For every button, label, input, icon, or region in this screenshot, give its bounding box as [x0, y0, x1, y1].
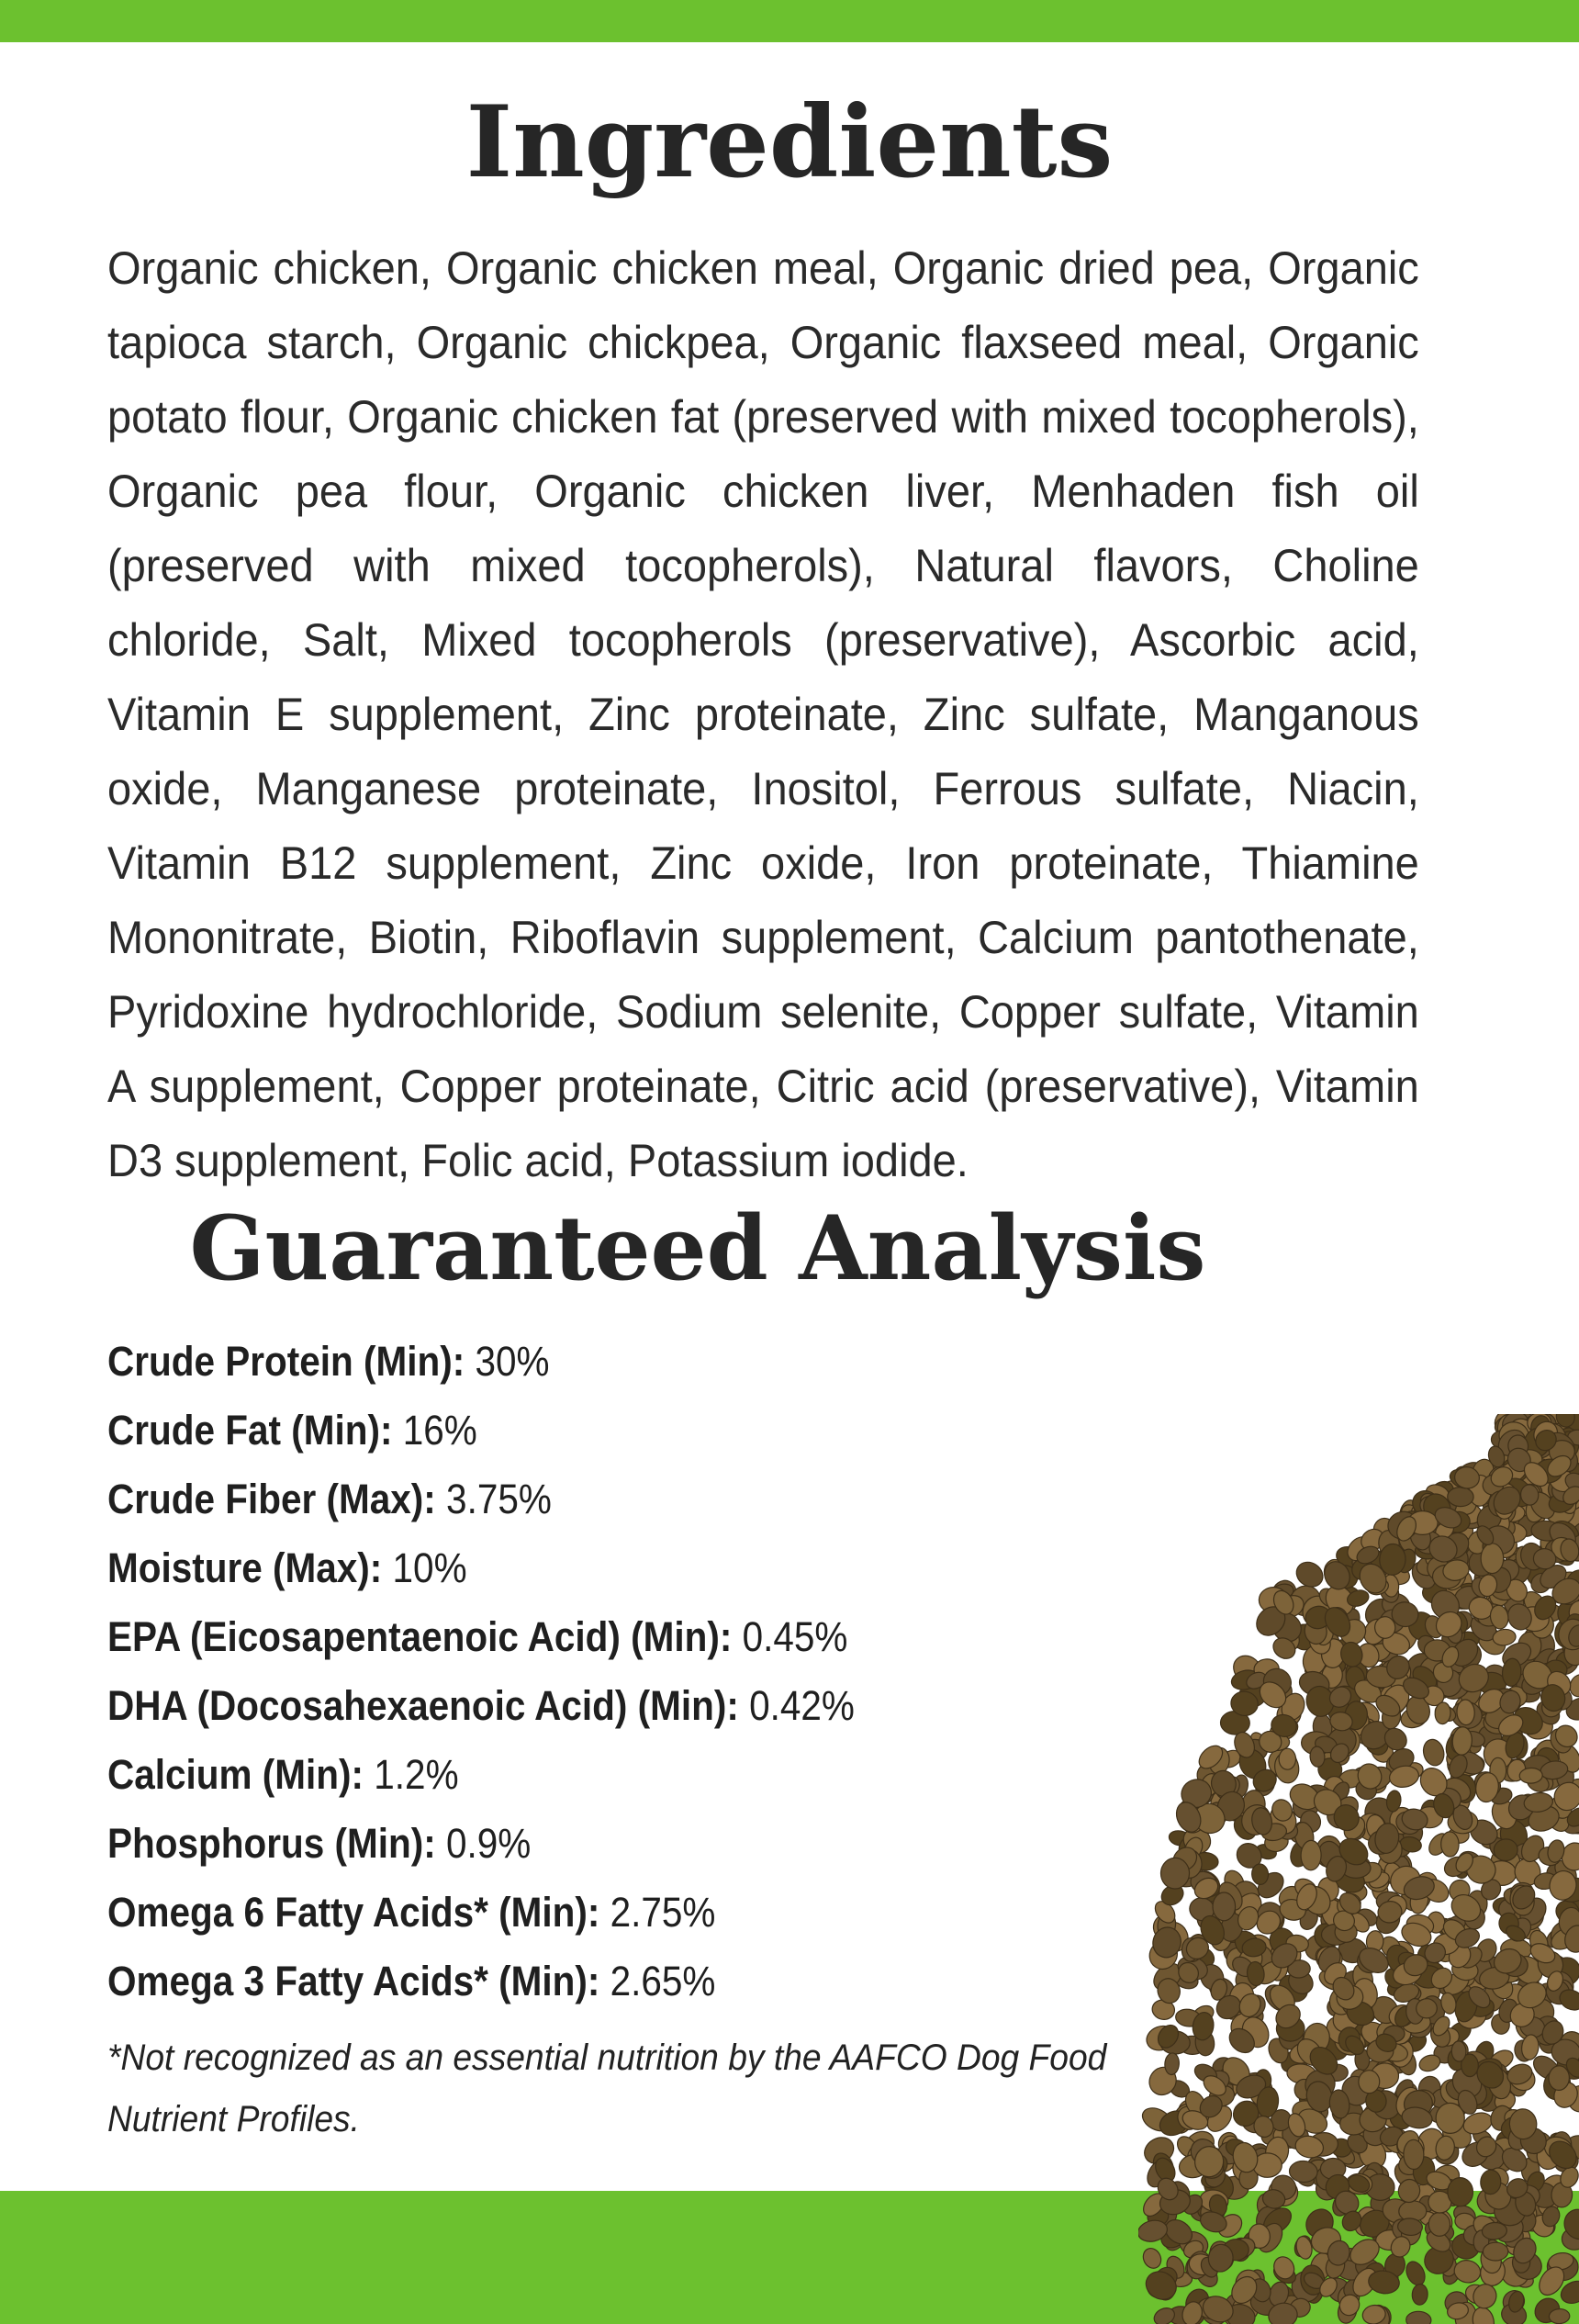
- nutrient-label: DHA (Docosahexaenoic Acid) (Min):: [107, 1682, 739, 1729]
- footnote: *Not recognized as an essential nutrition by the AAFCO Dog Food Nutrient Profiles.: [107, 2038, 1107, 2139]
- guaranteed-analysis-list: [107, 1327, 1117, 2015]
- nutrient-value: 0.9%: [445, 1820, 532, 1867]
- nutrient-value: 1.2%: [374, 1751, 459, 1798]
- nutrient-label: Phosphorus (Min):: [107, 1820, 436, 1867]
- nutrient-label: Omega 3 Fatty Acids* (Min):: [107, 1958, 600, 2004]
- ingredients-title: Ingredients: [465, 84, 1114, 200]
- analysis-row-crude-fat: [107, 1396, 1016, 1465]
- analysis-row-omega-6: [107, 1878, 1016, 1947]
- analysis-row-dha: [107, 1671, 1016, 1740]
- nutrient-value: 2.65%: [610, 1958, 716, 2004]
- nutrient-label: EPA (Eicosapentaenoic Acid) (Min):: [107, 1613, 733, 1660]
- guaranteed-analysis-title: Guaranteed Analysis: [189, 1196, 1206, 1300]
- nutrient-value: 10%: [392, 1544, 467, 1591]
- nutrient-label: Omega 6 Fatty Acids* (Min):: [107, 1889, 600, 1936]
- nutrient-value: 30%: [475, 1338, 550, 1385]
- nutrient-label: Crude Fat (Min):: [107, 1407, 393, 1454]
- analysis-row-calcium: [107, 1740, 1016, 1809]
- nutrient-value: 2.75%: [610, 1889, 716, 1936]
- top-green-band: [0, 0, 1579, 42]
- ingredients-text: Organic chicken, Organic chicken meal, Organic dried pea, Organic tapioca starch, Organic chickpea, Organic flaxseed meal, Organic potato flour, Organic chicken fat (preserved with mixed tocopherols), Organic pea flour, Organic chicken liver, Menhaden fish oil (preserved with mixed tocopherols), Natural flavors, Choline chloride, Salt, Mixed tocopherols (preservative), Ascorbic acid, Vitamin E supplement, Zinc proteinate, Zinc sulfate, Manganous oxide, Manganese proteinate, Inositol, Ferrous sulfate, Niacin, Vitamin B12 supplement, Zinc oxide, Iron proteinate, Thiamine Mononitrate, Biotin, Riboflavin supplement, Calcium pantothenate, Pyridoxine hydrochloride, Sodium selenite, Copper sulfate, Vitamin A supplement, Copper proteinate, Citric acid (preservative), Vitamin D3 supplement, Folic acid, Potassium iodide.: [107, 242, 1419, 1186]
- kibble-pile-image: [1138, 1414, 1579, 2324]
- nutrient-value: 0.42%: [749, 1682, 855, 1729]
- nutrient-label: Calcium (Min):: [107, 1751, 364, 1798]
- nutrient-label: Crude Fiber (Max):: [107, 1476, 436, 1522]
- analysis-row-epa: [107, 1602, 1016, 1671]
- nutrient-value: 3.75%: [446, 1476, 552, 1522]
- analysis-row-moisture: [107, 1533, 1016, 1602]
- analysis-row-phosphorus: [107, 1809, 1016, 1878]
- analysis-row-crude-fiber: [107, 1465, 1016, 1533]
- nutrient-label: Moisture (Max):: [107, 1544, 383, 1591]
- nutrient-value: 16%: [402, 1407, 477, 1454]
- nutrient-label: Crude Protein (Min):: [107, 1338, 465, 1385]
- nutrient-value: 0.45%: [742, 1613, 848, 1660]
- analysis-row-crude-protein: [107, 1327, 1016, 1396]
- analysis-row-omega-3: [107, 1947, 1016, 2015]
